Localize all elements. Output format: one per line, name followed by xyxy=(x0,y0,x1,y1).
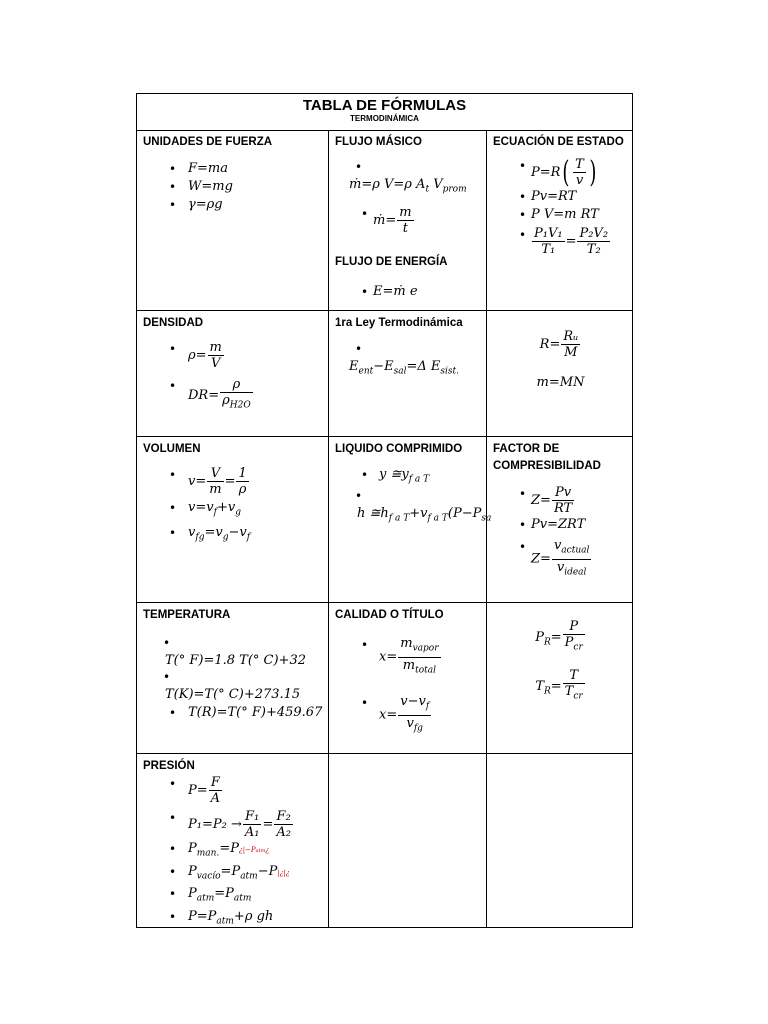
header-densidad: DENSIDAD xyxy=(143,317,204,329)
formula-error-text: ¿ xyxy=(265,846,270,854)
bullet xyxy=(335,491,480,505)
header-liquido-comprimido: LIQUIDO COMPRIMIDO xyxy=(335,443,463,455)
formula-sub: atm xyxy=(240,871,258,882)
formula-text: v xyxy=(553,538,562,553)
header-ecuacion-estado: ECUACIÓN DE ESTADO xyxy=(493,136,624,148)
formula-presion-manometrica xyxy=(143,840,322,863)
denominator xyxy=(398,658,440,679)
cell-unidades-fuerza xyxy=(137,130,328,310)
formula-sub: f xyxy=(246,532,251,543)
numerator: P₂V₂ xyxy=(579,226,609,241)
formula-table xyxy=(136,93,633,928)
formula-text: Z= xyxy=(531,493,551,508)
cell-factor-compresibilidad xyxy=(487,437,634,602)
formula-list-volumen xyxy=(143,466,322,546)
cell-temperatura xyxy=(137,603,328,753)
formula-text: P xyxy=(188,841,197,856)
formula-sub: sa xyxy=(481,513,492,524)
formula-estado-4: • $\frac{\text{P₁V₁}}{\text{T₁}}$ = $\frac{\text{P₂V₂}}{\text{T₂}}$ xyxy=(493,226,628,257)
formula-peso: • W=mg xyxy=(143,178,322,196)
formula-list-flujo-energia xyxy=(335,283,480,301)
formula-text: V xyxy=(433,177,443,192)
fraction xyxy=(563,619,585,656)
page-subtitle: TERMODINÁMICA xyxy=(350,114,419,123)
cell-calidad xyxy=(329,603,486,753)
paren-open: ( xyxy=(562,154,570,190)
denominator: m xyxy=(209,482,222,497)
formula-constante-gas xyxy=(493,329,628,360)
denominator xyxy=(563,635,585,656)
formula-text: =P xyxy=(219,841,239,856)
numerator xyxy=(552,538,591,560)
formula-factor-3 xyxy=(493,538,628,580)
denominator: A₂ xyxy=(276,825,291,840)
formula-text: P xyxy=(188,863,197,879)
formula-calidad-1 xyxy=(335,636,480,678)
formula-list-densidad xyxy=(143,340,322,414)
formula-sub: cr xyxy=(573,642,583,653)
numerator: 1 xyxy=(238,466,247,481)
fraction xyxy=(220,377,253,414)
formula-sub: fg xyxy=(413,723,423,734)
formula-presion-2: • P₁=P₂ → $\frac{\text{F₁}}{\text{A₁}}$ = $\frac{\text{F₂}}{\text{A₂}}$ xyxy=(143,809,322,840)
fraction xyxy=(209,775,222,806)
formula-text: −P xyxy=(257,863,278,879)
formula-liquido-2 xyxy=(335,505,492,528)
formula-sub: g xyxy=(235,507,241,518)
formula-flujo-energia: • E=ṁ e xyxy=(335,283,480,301)
formula-sub: R xyxy=(543,685,551,696)
formula-sub: f xyxy=(213,507,217,518)
formula-text: x= xyxy=(379,707,398,723)
formula-sub: cr xyxy=(573,691,583,702)
formula-text: P=R xyxy=(531,165,561,180)
numerator: F xyxy=(209,775,222,791)
formula-sub: actual xyxy=(561,545,590,556)
formula-liquido-1 xyxy=(335,466,480,489)
formula-text: P₁=P₂ → xyxy=(188,817,242,832)
denominator: v xyxy=(575,173,584,188)
formula-error-text: |¿|¿ xyxy=(277,868,290,877)
numerator: F₁ xyxy=(243,809,262,825)
formula-sub: t xyxy=(425,184,430,195)
numerator: Pv xyxy=(552,485,574,501)
formula-text: T xyxy=(535,678,544,694)
formula-estado-1 xyxy=(493,154,628,190)
formula-presion-1 xyxy=(143,775,322,806)
formula-sub: f a T xyxy=(427,513,448,524)
formula-sub: f a T xyxy=(388,513,410,524)
formula-list-unidades xyxy=(143,160,322,214)
formula-estado-2: • Pv=RT xyxy=(493,188,628,206)
formula-temp-rankine: • T(R)=T(° F)+459.67 xyxy=(143,704,322,722)
numerator: m xyxy=(209,340,222,355)
formula-primera-ley xyxy=(335,358,480,381)
formula-text: =Δ E xyxy=(406,359,441,374)
formula-text: ṁ= xyxy=(373,212,397,228)
denominator xyxy=(552,560,591,581)
formula-text: −E xyxy=(373,359,394,374)
formula-text: P= xyxy=(188,783,208,798)
cell-reducidas xyxy=(487,603,634,753)
formula-sub: ent xyxy=(358,366,374,377)
numerator xyxy=(398,694,431,716)
header-flujo-masico: FLUJO MÁSICO xyxy=(335,136,422,148)
formula-text: P xyxy=(564,635,574,650)
denominator: M xyxy=(564,345,578,360)
formula-text: = xyxy=(550,678,562,694)
formula-sub: total xyxy=(415,665,436,676)
formula-densidad-2 xyxy=(143,377,322,414)
formula-sub: f xyxy=(425,701,430,712)
formula-factor-2: • Pv=ZRT xyxy=(493,516,628,534)
formula-peso-especifico: • γ=ρg xyxy=(143,196,322,214)
formula-sub: f a T xyxy=(408,474,430,485)
denominator: V xyxy=(211,356,221,371)
fraction xyxy=(552,485,574,516)
header-factor-compresibilidad xyxy=(493,441,628,475)
numerator: m xyxy=(399,204,412,220)
cell-volumen xyxy=(137,437,328,602)
formula-text: (P−P xyxy=(447,505,482,521)
numerator: • P₁V₁ xyxy=(534,226,563,241)
denominator xyxy=(563,684,585,705)
header-volumen: VOLUMEN xyxy=(143,443,201,455)
formula-sub: sist. xyxy=(440,366,460,377)
cell-presion xyxy=(137,754,328,929)
fraction xyxy=(208,340,224,371)
cell-constante-gas xyxy=(487,311,634,436)
formula-text: P=P xyxy=(188,908,217,924)
formula-list-factor xyxy=(493,485,628,580)
formula-sub: sal xyxy=(393,366,407,377)
formula-text: v xyxy=(188,524,196,540)
fraction xyxy=(561,329,580,360)
formula-flujo-masico-2 xyxy=(335,205,480,236)
denominator: ρ xyxy=(238,482,247,497)
formula-text: Z= xyxy=(531,551,551,567)
denominator: RT xyxy=(553,501,573,516)
formula-text: DR= xyxy=(188,387,220,403)
bullet xyxy=(143,672,322,686)
header-presion: PRESIÓN xyxy=(143,760,195,772)
denominator: A xyxy=(210,791,221,806)
formula-temp-fahrenheit: T(° F)=1.8 T(° C)+32 xyxy=(165,653,306,668)
formula-sub: atm xyxy=(196,893,215,904)
denominator xyxy=(398,716,431,737)
formula-text: ρ xyxy=(222,393,230,408)
formula-sub: R xyxy=(543,637,551,648)
formula-text: E xyxy=(349,359,359,374)
formula-error-text: atm xyxy=(255,848,266,854)
formula-flujo-masico-1 xyxy=(335,176,480,199)
formula-presion-hidrostatica xyxy=(143,908,322,931)
cell-liquido-comprimido xyxy=(329,437,492,602)
fraction xyxy=(207,466,223,497)
formula-sub: vapor xyxy=(412,643,439,654)
fraction xyxy=(274,809,293,840)
fraction xyxy=(243,809,262,840)
formula-text: = xyxy=(550,629,562,645)
formula-text: −v xyxy=(228,524,247,540)
formula-text: P xyxy=(188,886,197,902)
denominator: t xyxy=(402,220,409,236)
formula-fuerza: • F=ma xyxy=(143,160,322,178)
numerator xyxy=(398,636,440,658)
formula-text: ṁ=ρ V=ρ A xyxy=(349,177,426,192)
formula-text: v xyxy=(556,559,565,575)
formula-text: +v xyxy=(409,505,428,521)
formula-text: ρ= xyxy=(188,348,207,363)
header-flujo-energia: FLUJO DE ENERGÍA xyxy=(335,255,448,268)
formula-calidad-2 xyxy=(335,694,480,736)
cell-flujo-masico xyxy=(329,130,486,310)
header-calidad: CALIDAD O TÍTULO xyxy=(335,609,444,621)
formula-sub: ideal xyxy=(564,567,587,578)
formula-presion-atmosferica xyxy=(143,885,322,908)
fraction xyxy=(397,205,413,236)
formula-temp-kelvin: T(K)=T(° C)+273.15 xyxy=(165,687,301,702)
numerator: F₂ xyxy=(274,809,293,825)
denominator: A₁ xyxy=(244,825,260,840)
formula-sub: vacío xyxy=(196,871,221,882)
numerator: V xyxy=(207,466,223,482)
formula-text: +ρ gh xyxy=(233,908,274,924)
header-line: FACTOR DE xyxy=(493,443,560,455)
fraction xyxy=(398,694,431,736)
formula-text: =P xyxy=(214,886,234,902)
fraction xyxy=(552,538,591,580)
fraction xyxy=(563,668,585,705)
fraction xyxy=(398,636,440,678)
formula-densidad-1 xyxy=(143,340,322,371)
formula-masa-moles: m=MN xyxy=(536,375,585,390)
formula-text: m xyxy=(402,657,416,673)
formula-volumen-3 xyxy=(143,524,322,547)
bullet xyxy=(335,344,480,358)
formula-sub: atm xyxy=(233,893,252,904)
denominator: T₁ xyxy=(541,242,556,257)
formula-text: v xyxy=(406,715,414,731)
header-primera-ley: 1ra Ley Termodinámica xyxy=(335,317,463,329)
denominator xyxy=(220,393,253,414)
formula-text: =P xyxy=(220,863,241,879)
formula-sub: man. xyxy=(196,848,220,859)
formula-list-estado xyxy=(493,154,628,257)
numerator: Rᵤ xyxy=(563,329,579,344)
cell-primera-ley xyxy=(329,311,486,436)
fraction xyxy=(236,466,248,497)
formula-factor-1 xyxy=(493,485,628,516)
formula-list-liquido xyxy=(335,466,480,489)
numerator: T xyxy=(575,157,584,172)
formula-text: v=v xyxy=(188,500,214,515)
formula-sub: atm xyxy=(216,916,234,927)
cell-empty-2 xyxy=(487,754,634,929)
formula-sub: fg xyxy=(195,532,205,543)
formula-sub: H2O xyxy=(229,400,251,411)
bullet xyxy=(143,638,322,652)
cell-densidad xyxy=(137,311,328,436)
formula-list-presion xyxy=(143,775,322,930)
formula-text: =v xyxy=(204,524,223,540)
formula-list-calidad xyxy=(335,636,480,736)
cell-empty-1 xyxy=(329,754,486,929)
formula-list-flujo-masico xyxy=(335,205,480,236)
fraction xyxy=(577,226,610,257)
numerator: P xyxy=(563,619,585,635)
formula-text: T xyxy=(564,683,574,699)
fraction xyxy=(573,157,586,188)
formula-volumen-1: • v= $\frac{V}{m}$ = $\frac{1}{\rho}$ xyxy=(143,466,322,497)
numerator: T xyxy=(563,668,585,684)
formula-volumen-2 xyxy=(143,499,322,522)
header-line: COMPRESIBILIDAD xyxy=(493,460,601,472)
formula-text: y ≅y xyxy=(379,467,409,482)
formula-text: h ≅h xyxy=(357,505,389,521)
fraction xyxy=(532,226,565,257)
formula-error-text: ¿|−P xyxy=(238,846,256,854)
formula-estado-3: • P V=m RT xyxy=(493,206,628,224)
formula-text: +v xyxy=(216,500,236,515)
formula-text: m xyxy=(400,636,413,651)
formula-sub: prom xyxy=(442,184,467,195)
formula-text: R= xyxy=(539,337,561,352)
table-title-row xyxy=(137,94,632,131)
formula-text: v−v xyxy=(400,694,426,710)
numerator: ρ xyxy=(220,377,253,393)
formula-temperatura-reducida xyxy=(493,668,628,705)
paren-close: ) xyxy=(589,154,597,190)
cell-ecuacion-estado xyxy=(487,130,634,310)
formula-presion-vacio xyxy=(143,863,322,886)
bullet xyxy=(335,162,480,176)
formula-list-temperatura xyxy=(143,704,322,722)
formula-text: P xyxy=(535,629,544,645)
formula-sub: g xyxy=(222,532,229,543)
page-title: TABLA DE FÓRMULAS xyxy=(302,97,467,114)
header-unidades-fuerza: UNIDADES DE FUERZA xyxy=(143,136,273,148)
denominator: T₂ xyxy=(586,242,601,257)
formula-text: v= xyxy=(188,474,207,489)
header-temperatura: TEMPERATURA xyxy=(143,609,231,621)
formula-presion-reducida xyxy=(493,619,628,656)
formula-text: x= xyxy=(379,649,398,665)
